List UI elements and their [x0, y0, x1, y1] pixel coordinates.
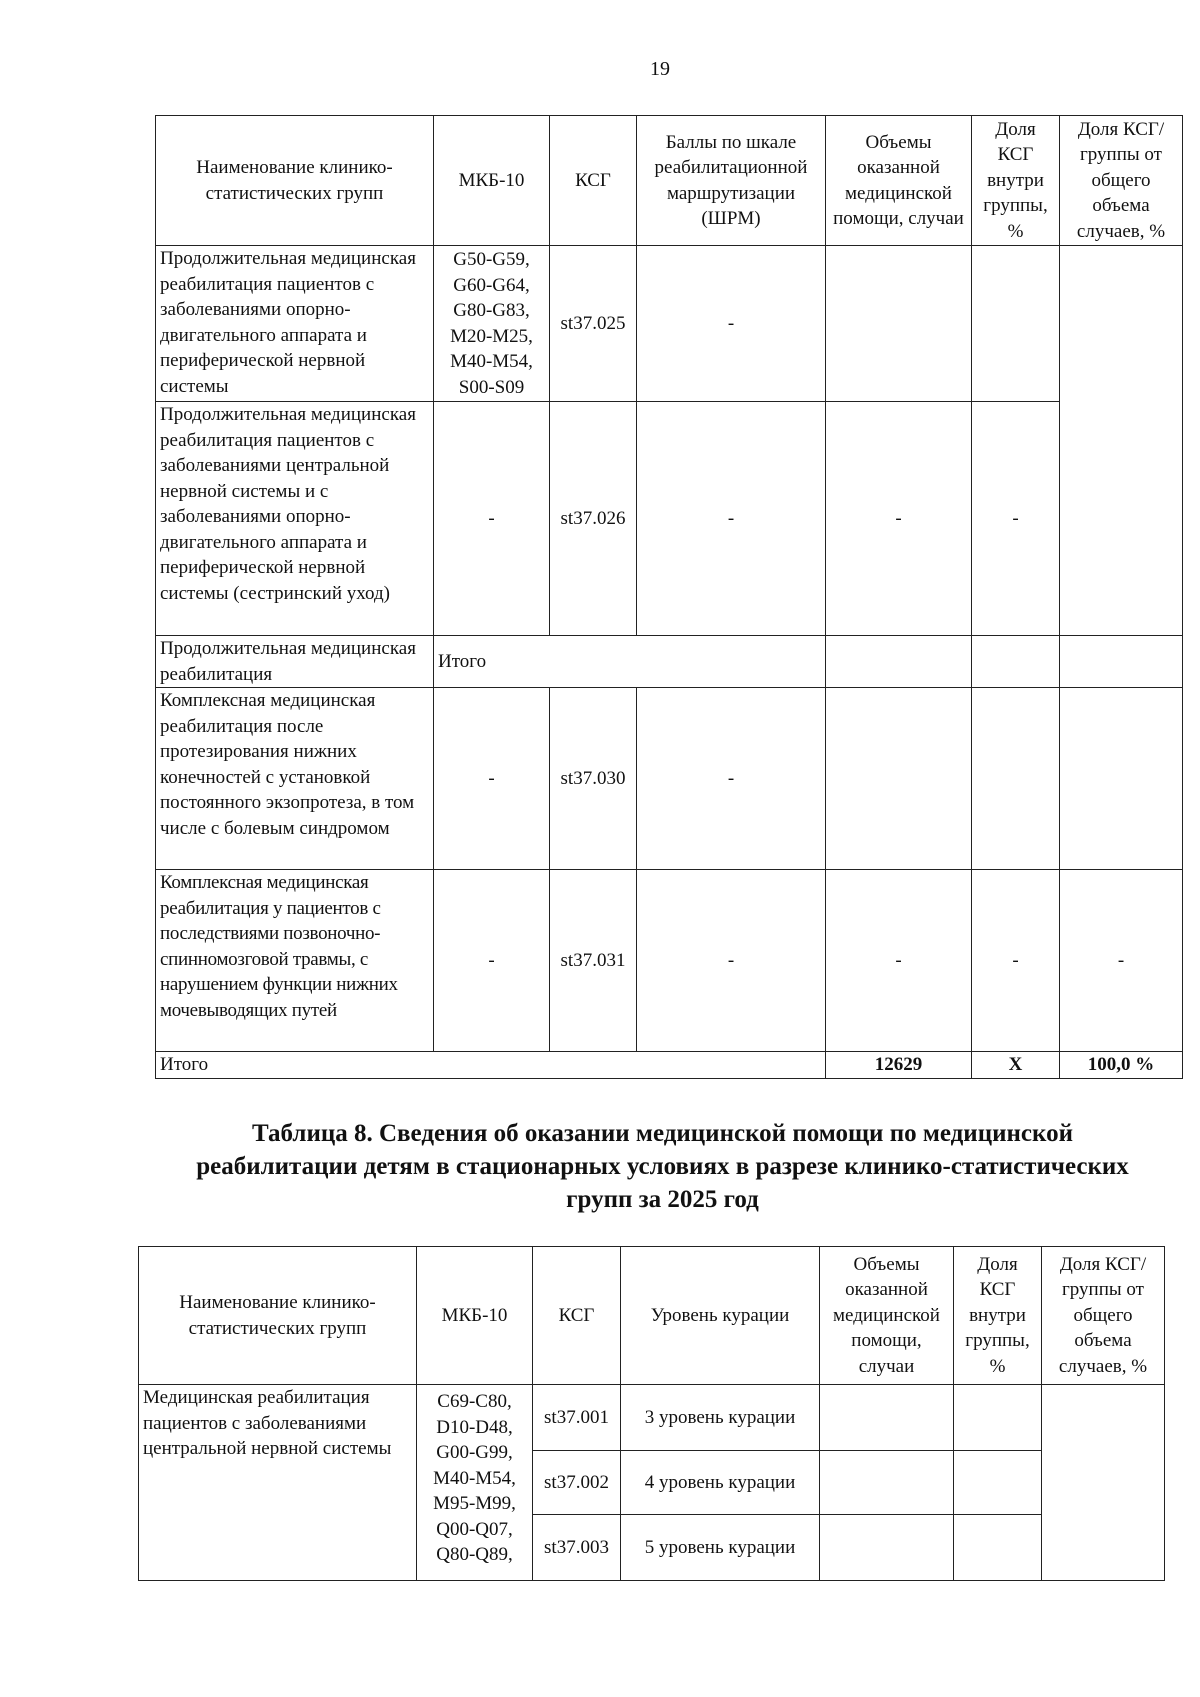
row-name: Продолжительная медицинская реабилитация пациентов с заболеваниями опорно-двигательного аппарата и периферической нервной системы — [156, 246, 434, 402]
row-volume: - — [826, 870, 972, 1052]
table-total-row — [156, 1052, 1183, 1079]
page-number: 19 — [650, 58, 670, 80]
row-volume — [826, 688, 972, 870]
row-share-in-group: - — [972, 402, 1060, 636]
total-volume: 12629 — [826, 1052, 972, 1079]
table-row — [156, 246, 1183, 402]
row-mkb: - — [434, 402, 550, 636]
header-mkb: МКБ-10 — [417, 1247, 533, 1385]
row-share-total-merged — [1060, 246, 1183, 636]
header-name: Наименование клинико-статистических групп — [139, 1247, 417, 1385]
header-mkb: МКБ-10 — [434, 116, 550, 246]
header-share-total: Доля КСГ/ группы от общего объема случаев, % — [1060, 116, 1183, 246]
table-row — [156, 688, 1183, 870]
header-name: Наименование клинико-статистических групп — [156, 116, 434, 246]
row-share-total — [1060, 636, 1183, 688]
row-name: Продолжительная медицинская реабилитация пациентов с заболеваниями центральной нервной системы и с заболеваниями опорно-двигательного аппарата и периферической нервной системы (сестринский уход) — [156, 402, 434, 636]
row-total-label: Итого — [434, 636, 826, 688]
header-ksg: КСГ — [550, 116, 637, 246]
row-volume — [826, 636, 972, 688]
row-volume — [826, 246, 972, 402]
row-ksg: st37.026 — [550, 402, 637, 636]
row-ksg: st37.003 — [533, 1515, 621, 1581]
table-row — [139, 1385, 1165, 1451]
group-mkb: C69-C80, D10-D48, G00-G99, M40-M54, M95-M99, Q00-Q07, Q80-Q89, — [417, 1385, 533, 1581]
row-volume: - — [826, 402, 972, 636]
total-share-total: 100,0 % — [1060, 1052, 1183, 1079]
table-row — [156, 870, 1183, 1052]
row-ksg: st37.025 — [550, 246, 637, 402]
row-share-total-merged — [1042, 1385, 1165, 1581]
row-level: 5 уровень курации — [621, 1515, 820, 1581]
header-level: Уровень курации — [621, 1247, 820, 1385]
table-header-row — [156, 116, 1183, 246]
row-level: 3 уровень курации — [621, 1385, 820, 1451]
total-share-in-group: X — [972, 1052, 1060, 1079]
table-subtotal-row — [156, 636, 1183, 688]
row-level: 4 уровень курации — [621, 1451, 820, 1515]
row-ksg: st37.001 — [533, 1385, 621, 1451]
row-volume — [820, 1451, 954, 1515]
row-shrm: - — [637, 688, 826, 870]
header-share-in-group: Доля КСГ внутри группы, % — [972, 116, 1060, 246]
header-share-total: Доля КСГ/ группы от общего объема случаев, % — [1042, 1247, 1165, 1385]
row-name: Продолжительная медицинская реабилитация — [156, 636, 434, 688]
table-7-continuation — [155, 115, 1183, 1079]
row-mkb: - — [434, 870, 550, 1052]
table-8-caption: Таблица 8. Сведения об оказании медицинской помощи по медицинской реабилитации детям в стационарных условиях в разрезе клинико-статистических групп за 2025 год — [196, 1120, 1129, 1213]
row-share-total: - — [1060, 870, 1183, 1052]
row-share-total — [1060, 688, 1183, 870]
row-name: Комплексная медицинская реабилитация у пациентов с последствиями позвоночно-спинномозговой травмы, с нарушением функции нижних мочевыводящих путей — [156, 870, 434, 1052]
row-share-in-group — [954, 1515, 1042, 1581]
row-share-in-group: - — [972, 870, 1060, 1052]
row-shrm: - — [637, 246, 826, 402]
row-share-in-group — [954, 1385, 1042, 1451]
row-volume — [820, 1515, 954, 1581]
header-volume: Объемы оказанной медицинской помощи, случаи — [820, 1247, 954, 1385]
row-share-in-group — [972, 246, 1060, 402]
row-name: Комплексная медицинская реабилитация после протезирования нижних конечностей с установкой постоянного экзопротеза, в том числе с болевым синдромом — [156, 688, 434, 870]
row-share-in-group — [972, 636, 1060, 688]
row-shrm: - — [637, 870, 826, 1052]
row-ksg: st37.031 — [550, 870, 637, 1052]
row-share-in-group — [972, 688, 1060, 870]
header-shrm: Баллы по шкале реабилитационной маршрутизации (ШРМ) — [637, 116, 826, 246]
row-ksg: st37.002 — [533, 1451, 621, 1515]
header-share-in-group: Доля КСГ внутри группы, % — [954, 1247, 1042, 1385]
row-shrm: - — [637, 402, 826, 636]
total-label: Итого — [156, 1052, 826, 1079]
group-name: Медицинская реабилитация пациентов с заболеваниями центральной нервной системы — [139, 1385, 417, 1581]
row-mkb: - — [434, 688, 550, 870]
row-share-in-group — [954, 1451, 1042, 1515]
row-mkb: G50-G59, G60-G64, G80-G83, M20-M25, M40-M54, S00-S09 — [434, 246, 550, 402]
table-8 — [138, 1246, 1165, 1581]
row-volume — [820, 1385, 954, 1451]
header-ksg: КСГ — [533, 1247, 621, 1385]
table-row — [156, 402, 1183, 636]
header-volume: Объемы оказанной медицинской помощи, случаи — [826, 116, 972, 246]
row-ksg: st37.030 — [550, 688, 637, 870]
table-header-row — [139, 1247, 1165, 1385]
